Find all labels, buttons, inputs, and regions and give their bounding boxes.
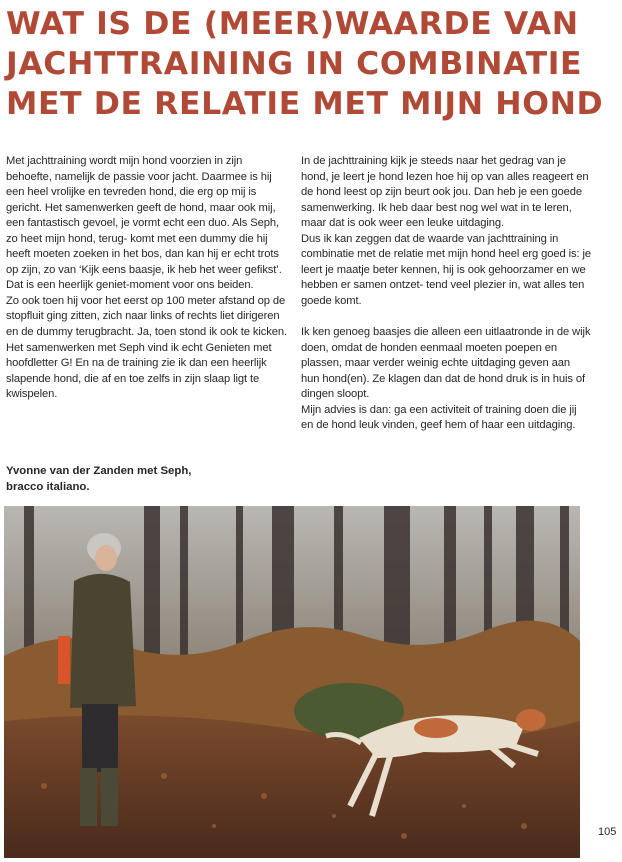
caption-line: Yvonne van der Zanden met Seph, [6,465,192,477]
text-column-right [301,154,591,434]
caption-line: bracco italiano. [6,481,90,493]
paragraph: Dus ik kan zeggen dat de waarde van jachttraining in combinatie met de relatie met mijn hond heel erg goed is: je leert je maatje beter kennen, hij is ook gehoorzamer en we hebben er samen ontzet- tend veel plezier in, wat alles ten goede komt. [301,232,592,307]
page-number: 105 [598,826,617,838]
paragraph: Ik ken genoeg baasjes die alleen een uitlaatronde in de wijk doen, omdat de honden eenmaal moeten poepen en plassen, maar verder weinig echte uitdaging geven aan hun hond(en). Ze klagen dan dat de hond druk is in huis of dingen sloopt. [301,325,591,401]
forest-photo [4,506,580,858]
paragraph: In de jachttraining kijk je steeds naar het gedrag van je hond, je leert je hond lezen hoe hij op van alles reageert en de hond leest op zijn beurt ook jou. Dan heb je een goede samenwerking. Ik heb daar best nog wel wat in te leren, maar dat is ook weer een leuke uitdaging. [301,155,589,230]
photo-caption [6,463,286,495]
paragraph: Zo ook toen hij voor het eerst op 100 meter afstand op de stopfluit ging zitten, zich naar links of rechts liet dirigeren en de dummy terugbracht. Ja, toen stond ik ook te kicken. Het samenwerken met Seph vind ik echt Genieten met hoofdletter G! En na de training zie ik dan een heerlijk slapende hond, die af en toe zelfs in zijn slaap ligt te kwispelen. [6,294,287,401]
paragraph: Met jachttraining wordt mijn hond voorzien in zijn behoefte, namelijk de passie voor jacht. Daarmee is hij een heel vrolijke en tevreden hond, die erg op mij is gericht. Het samenwerken geeft de hond, maar ook mij, een fantastisch gevoel, je vormt echt een duo. Als Seph, zo heet mijn hond, terug- komt met een dummy die hij heeft moeten zoeken in het bos, dan kan hij er echt trots op zijn, zo van ‘Kijk eens baasje, ik heb het weer gefikst’. Dat is een heerlijk geniet-moment voor ons beiden. [6,155,282,292]
paragraph: Mijn advies is dan: ga een activiteit of training doen die jij en de hond leuk vinden, geef hem of haar een uitdaging. [301,403,577,432]
article-title: WAT IS DE (MEER)WAARDE VAN JACHTTRAINING IN COMBINATIE MET DE RELATIE MET MIJN HOND [6,6,604,122]
text-column-left [6,154,288,403]
